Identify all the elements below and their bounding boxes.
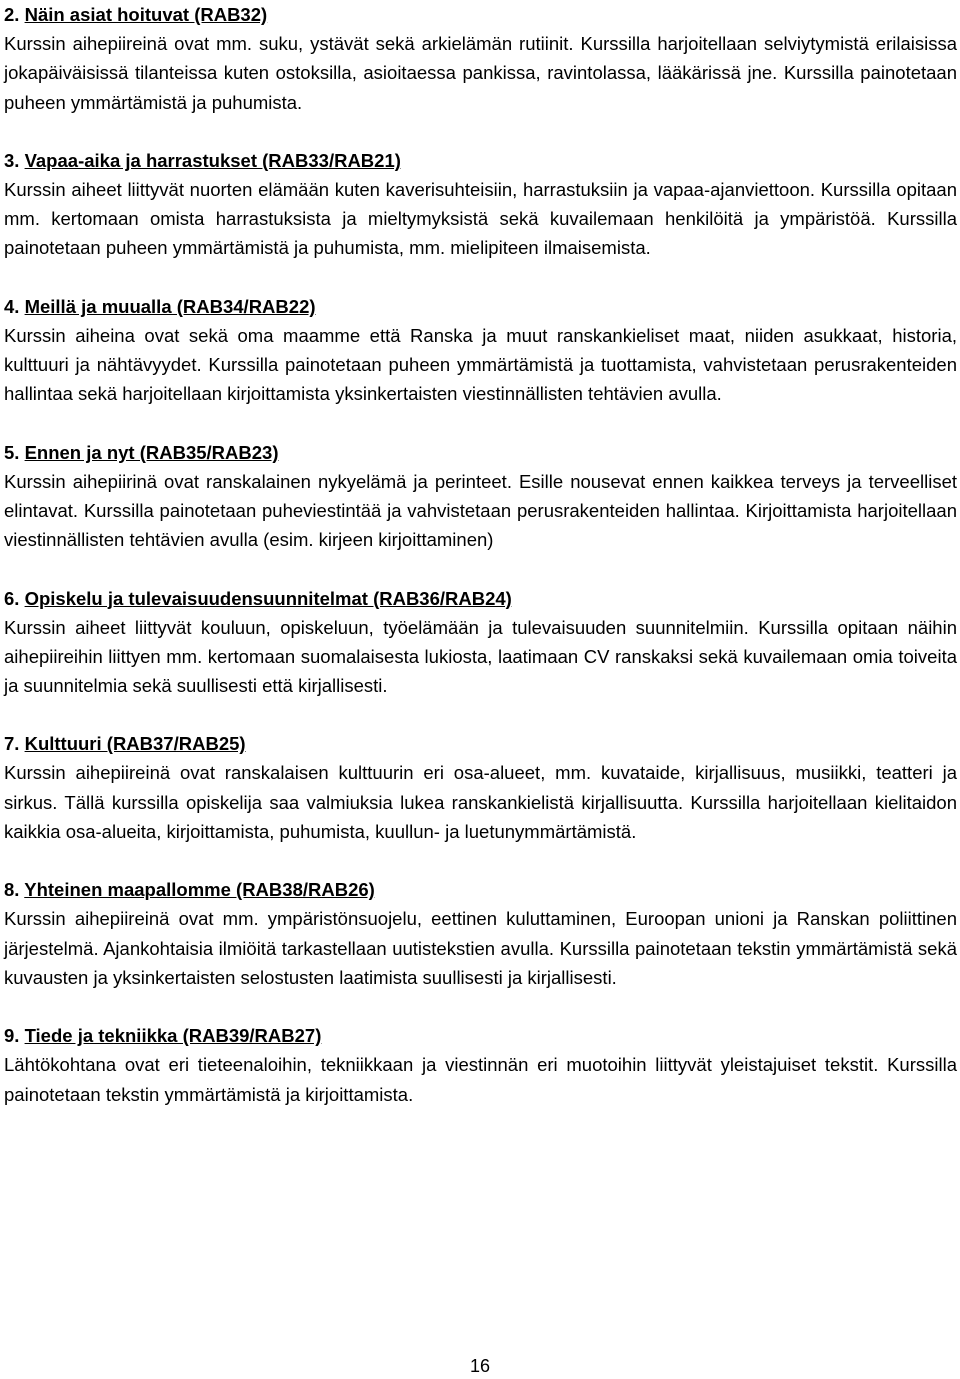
section-text: Kurssin aiheet liittyvät kouluun, opiskeluun, työelämään ja tulevaisuuden suunnitelmiin. Kurssilla opitaan näihin aihepiireihin liittyen mm. kertomaan suomalaisesta lukiosta, laatimaan CV ranskaksi sekä kuvailemaan omia toiveita ja suunnitelmia sekä suullisesti että kirjallisesti. (4, 616, 957, 697)
section-text: Kurssin aihepiirinä ovat ranskalainen nykyelämä ja perinteet. Esille nousevat ennen kaikkea terveys ja terveelliset elintavat. Kurssilla painotetaan puheviestintää ja vahvistetaan perusrakenteiden hallintaa. Kirjoittamista harjoitellaan viestinnällisten tehtävien avulla (esim. kirjeen kirjoittaminen) (4, 470, 957, 551)
section-number: 7. (4, 733, 20, 755)
section-title: Kulttuuri (RAB37/RAB25) (24, 733, 246, 755)
section-3 (4, 146, 957, 263)
section-title: Meillä ja muualla (RAB34/RAB22) (24, 295, 316, 317)
section-7 (4, 729, 957, 846)
section-text: Kurssin aihepiireinä ovat mm. ympäristönsuojelu, eettinen kuluttaminen, Euroopan unioni ja Ranskan poliittinen järjestelmä. Ajankohtaisia ilmiöitä tarkastellaan uutistekstien avulla. Kurssilla painotetaan tekstin ymmärtämistä sekä kuvausten ja yksinkertaisten selostusten laatimista suullisesti ja kirjallisesti. (4, 908, 957, 988)
section-number: 9. (4, 1025, 20, 1047)
section-heading (4, 729, 957, 758)
section-number: 5. (4, 441, 20, 463)
section-heading (4, 875, 957, 904)
section-6 (4, 584, 957, 701)
document-page (4, 0, 957, 1138)
section-heading (4, 146, 957, 175)
section-9 (4, 1021, 957, 1109)
section-text: Lähtökohtana ovat eri tieteenaloihin, tekniikkaan ja viestinnän eri muotoihin liittyvät yleistajuiset tekstit. Kurssilla painotetaan tekstin ymmärtämistä ja kirjoittamista. (4, 1054, 957, 1105)
section-number: 6. (4, 587, 20, 609)
section-text: Kurssin aihepiireinä ovat ranskalaisen kulttuurin eri osa-alueet, mm. kuvataide, kirjallisuus, musiikki, teatteri ja sirkus. Tällä kurssilla opiskelija saa valmiuksia lukea ranskankielistä kirjallisuutta. Kurssilla harjoitellaan kielitaidon kaikkia osa-alueita, kirjoittamista, puhumista, kuullun- ja luetunymmärtämistä. (4, 762, 957, 843)
section-title: Näin asiat hoituvat (RAB32) (24, 4, 268, 25)
section-number: 2. (4, 4, 20, 25)
section-text: Kurssin aihepiireinä ovat mm. suku, ystävät sekä arkielämän rutiinit. Kurssilla harjoitellaan selviytymistä erilaisissa jokapäiväisissä tilanteissa kuten ostoksilla, asioitaessa pankissa, ravintolassa, lääkärissä jne. Kurssilla painotetaan puheen ymmärtämistä ja puhumista. (4, 33, 957, 113)
section-heading (4, 1021, 957, 1050)
section-heading (4, 584, 957, 613)
section-title: Tiede ja tekniikka (RAB39/RAB27) (24, 1025, 322, 1047)
section-title: Yhteinen maapallomme (RAB38/RAB26) (24, 879, 375, 901)
section-number: 8. (4, 879, 20, 901)
section-text: Kurssin aiheina ovat sekä oma maamme että Ranska ja muut ranskankieliset maat, niiden asukkaat, historia, kulttuuri ja nähtävyydet. Kurssilla painotetaan puheen ymmärtämistä ja tuottamista, vahvistetaan perusrakenteiden hallintaa sekä harjoitellaan kirjoittamista yksinkertaisten viestinnällisten tehtävien avulla. (4, 324, 957, 405)
section-title: Ennen ja nyt (RAB35/RAB23) (24, 441, 279, 463)
section-8 (4, 875, 957, 992)
section-5 (4, 438, 957, 555)
section-heading (4, 292, 957, 321)
section-heading (4, 438, 957, 467)
section-heading (4, 0, 957, 29)
section-title: Opiskelu ja tulevaisuudensuunnitelmat (RAB36/RAB24) (24, 587, 512, 609)
section-2 (4, 0, 957, 117)
section-4 (4, 292, 957, 409)
page-number: 16 (469, 1356, 491, 1376)
section-number: 4. (4, 295, 20, 317)
section-title: Vapaa-aika ja harrastukset (RAB33/RAB21) (24, 149, 401, 171)
section-number: 3. (4, 149, 20, 171)
section-text: Kurssin aiheet liittyvät nuorten elämään kuten kaverisuhteisiin, harrastuksiin ja vapaa-ajanviettoon. Kurssilla opitaan mm. kertomaan omista harrastuksista ja mieltymyksistä sekä kuvailemaan henkilöitä ja ympäristöä. Kurssilla painotetaan puheen ymmärtämistä ja puhumista, mm. mielipiteen ilmaisemista. (4, 178, 957, 259)
